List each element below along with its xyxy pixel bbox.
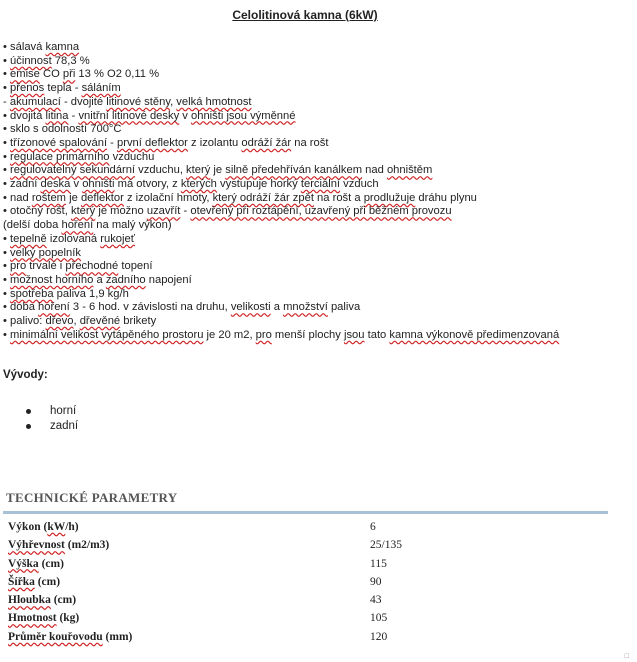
text-run: •: [3, 246, 11, 259]
feature-line: [3, 329, 559, 343]
text-run: dráhu plynu: [415, 191, 477, 204]
feature-line: [3, 301, 559, 315]
text-run: tepla -: [44, 82, 82, 95]
spellcheck-word: hoření: [61, 219, 94, 232]
text-run: •: [3, 150, 11, 163]
spellcheck-word: ohništi: [82, 178, 115, 191]
text-run: • otočný rošt,: [3, 205, 71, 218]
spellcheck-word: sáláním: [81, 82, 121, 95]
text-run: je: [66, 191, 81, 204]
bullet-icon: [26, 424, 31, 429]
text-run: •: [3, 82, 11, 95]
text-run: v: [70, 178, 83, 191]
spellcheck-word: Hmotnost: [8, 612, 57, 625]
vyvody-item: [22, 419, 78, 434]
text-run: -: [107, 136, 118, 149]
spellcheck-word: kamna: [45, 41, 80, 53]
param-label: [8, 558, 64, 570]
text-run: • palivo:: [3, 315, 46, 328]
spellcheck-word: silně předehříván kanálkem: [225, 164, 363, 177]
spellcheck-word: velký popelník: [10, 246, 81, 259]
text-run: •: [3, 232, 11, 245]
spellcheck-word: Výhřevnost: [8, 539, 65, 552]
param-label: [8, 594, 76, 606]
param-label: [8, 612, 79, 624]
tech-params-heading: TECHNICKÉ PARAMETRY: [6, 490, 178, 505]
feature-line: [3, 68, 559, 82]
text-run: -: [68, 109, 79, 122]
text-run: (cm): [34, 575, 61, 588]
spellcheck-word: účinnost: [10, 54, 52, 67]
feature-line: [3, 219, 559, 233]
text-run: 3 - 6 hod. v závislosti na druhu,: [69, 301, 231, 314]
spellcheck-word: roštem: [31, 191, 67, 204]
spellcheck-word: vnitřní litinové desky: [78, 109, 180, 122]
spellcheck-word: zadního: [105, 273, 146, 286]
text-run: (cm): [38, 557, 64, 570]
text-run: Výkon (: [8, 521, 48, 533]
spellcheck-word: přechodné: [65, 260, 119, 273]
spellcheck-word: litinové stěny: [106, 95, 171, 108]
spellcheck-word: rukojeť: [100, 232, 135, 245]
spellcheck-word: velká hmotnost: [176, 95, 252, 108]
text-run: - dvojité: [60, 95, 107, 108]
param-value: 120: [370, 630, 388, 643]
feature-line: [3, 274, 559, 288]
text-run: je možno: [95, 205, 147, 218]
text-run: (m2/m3): [64, 539, 110, 552]
feature-line: [3, 192, 559, 206]
feature-line: [3, 205, 559, 219]
text-run: vzduch: [340, 178, 379, 191]
feature-line: [3, 55, 559, 69]
feature-line: [3, 164, 559, 178]
text-run: paliva 1,9 kg/h: [53, 287, 129, 300]
feature-line: [3, 247, 559, 261]
spellcheck-word: litina: [45, 109, 69, 122]
bullet-icon: [26, 409, 31, 414]
spellcheck-word: možnost horního: [10, 273, 94, 286]
spellcheck-word: který odráží žár zpět: [212, 191, 314, 204]
text-run: trvalé i: [26, 260, 66, 273]
param-row: [8, 631, 608, 649]
text-run: a: [270, 301, 284, 314]
text-run: /h): [65, 521, 79, 533]
paragraph-mark-icon: □: [624, 653, 629, 660]
param-row: [8, 576, 608, 594]
text-run: je: [210, 164, 226, 177]
text-run: •: [3, 164, 11, 177]
spellcheck-word: hoření: [38, 301, 70, 314]
spellcheck-word: přenos: [10, 82, 45, 95]
param-value: 115: [370, 557, 387, 570]
text-run: -: [180, 205, 191, 218]
vyvody-item-text: zadní: [50, 420, 79, 432]
text-run: (cm): [50, 594, 77, 607]
text-run: 13 % O2 0,11 %: [75, 68, 160, 81]
param-row: [8, 594, 608, 612]
text-run: na malý výkon): [93, 219, 172, 232]
spellcheck-word: při: [62, 68, 76, 81]
text-run: • dvojitá: [3, 109, 46, 122]
spellcheck-word: uzavřít: [146, 205, 181, 218]
text-run: z izolantu: [187, 136, 242, 149]
param-value: 25/135: [370, 539, 402, 552]
spellcheck-word: terciální: [300, 178, 341, 191]
param-label: [8, 631, 132, 643]
spellcheck-word: velikosti: [230, 301, 271, 314]
param-value: 43: [370, 594, 382, 607]
tech-params-table: [8, 521, 608, 649]
feature-line: [3, 233, 559, 247]
text-run: vzduchu: [109, 150, 155, 163]
text-run: topení: [118, 260, 153, 273]
text-run: tato: [364, 328, 390, 341]
text-run: •: [3, 68, 11, 81]
vyvody-list: [22, 404, 78, 434]
spellcheck-word: spotřeba: [10, 287, 54, 300]
text-run: napojení: [145, 273, 192, 286]
spellcheck-word: tepelně: [10, 232, 47, 245]
spellcheck-word: první deflektor: [117, 136, 188, 149]
text-run: brikety: [120, 315, 157, 328]
text-run: -: [3, 95, 10, 108]
feature-line: [3, 137, 559, 151]
text-run: (delší doba: [3, 219, 62, 232]
spellcheck-word: akumulací: [9, 95, 61, 108]
feature-line: [3, 315, 559, 329]
text-run: z izolační hmoty,: [123, 191, 213, 204]
param-row: [8, 612, 608, 630]
vyvody-item-text: horní: [50, 405, 77, 417]
spellcheck-word: Výška: [8, 557, 39, 570]
param-value: 90: [370, 575, 382, 588]
spellcheck-word: otevřený při roztápění, uzavřený při běžném provozu: [190, 205, 452, 218]
text-run: •: [3, 287, 11, 300]
spellcheck-word: emise: [10, 68, 40, 81]
vyvody-label: Vývody:: [3, 369, 48, 381]
feature-list: [3, 41, 559, 342]
text-run: 78,3 %: [51, 54, 90, 67]
text-run: •: [3, 328, 11, 341]
spellcheck-word: Šířka: [8, 575, 35, 588]
param-row: [8, 539, 608, 557]
param-label: [8, 539, 109, 551]
text-run: na rošt a: [313, 191, 364, 204]
param-row: [8, 521, 608, 539]
text-run: má otvory, z: [114, 178, 181, 191]
vyvody-item: [22, 404, 78, 419]
param-value: 105: [370, 612, 388, 625]
text-run: je 20 m2,: [203, 328, 256, 341]
text-run: vzduchu,: [135, 164, 187, 177]
text-run: na rošt: [291, 136, 329, 149]
text-run: •: [3, 273, 11, 286]
text-run: •: [3, 260, 11, 273]
spellcheck-word: kterých: [180, 178, 217, 191]
spellcheck-word: minimální velikost vytápěného prostoru: [10, 328, 204, 341]
text-run: izolovaná: [46, 232, 101, 245]
spellcheck-word: deska: [40, 178, 71, 191]
text-run: • doba: [3, 301, 39, 314]
param-row: [8, 558, 608, 576]
text-run: nad: [362, 164, 387, 177]
spellcheck-word: pro: [10, 260, 27, 273]
spellcheck-word: pro: [255, 328, 272, 341]
spellcheck-word: prodlužuje: [363, 191, 416, 204]
feature-line: [3, 151, 559, 165]
spellcheck-word: ohništěm: [386, 164, 433, 177]
text-run: vystupuje horký: [216, 178, 301, 191]
spellcheck-word: dřevěné: [79, 315, 121, 328]
feature-line: [3, 178, 559, 192]
spellcheck-word: odráží žár: [241, 136, 292, 149]
spellcheck-word: Průměr kouřovodu: [8, 630, 103, 643]
spellcheck-word: regulovatelný sekundární: [10, 164, 136, 177]
param-label: [8, 576, 60, 588]
text-run: • nad: [3, 191, 32, 204]
spellcheck-word: ohništi jsou výměnné: [191, 109, 296, 122]
spellcheck-word: který: [186, 164, 211, 177]
heading-rule: [3, 511, 608, 514]
spellcheck-word: jsou: [343, 328, 365, 341]
feature-line: [3, 96, 559, 110]
feature-line: [3, 260, 559, 274]
text-run: menší plochy: [271, 328, 344, 341]
param-value: 6: [370, 521, 376, 533]
feature-line: [3, 82, 559, 96]
text-run: • zadní: [3, 178, 41, 191]
spellcheck-word: kamna výkonově předimenzovaná: [389, 328, 560, 341]
text-run: •: [3, 54, 11, 67]
document-title: Celolitinová kamna (6kW): [232, 8, 378, 22]
feature-line: [3, 110, 559, 124]
spellcheck-word: Hloubka: [8, 594, 51, 607]
feature-line: [3, 41, 559, 55]
text-run: • sklo s odolností 700°C: [3, 123, 122, 136]
spellcheck-word: který: [70, 205, 96, 218]
spellcheck-word: dřevo: [45, 315, 74, 328]
feature-line: [3, 288, 559, 302]
param-label: [8, 521, 79, 533]
spellcheck-word: deflektor: [80, 191, 124, 204]
text-run: • sálavá: [3, 41, 46, 53]
text-run: CO: [39, 68, 63, 81]
text-run: paliva: [327, 301, 361, 314]
text-run: ,: [170, 95, 177, 108]
text-run: (kg): [56, 612, 80, 625]
text-run: a: [93, 273, 106, 286]
spellcheck-word: kW: [47, 521, 66, 533]
spellcheck-word: regulace primárního: [10, 150, 110, 163]
spellcheck-word: třízonové spalování: [10, 136, 108, 149]
spellcheck-word: množství: [283, 301, 328, 314]
text-run: •: [3, 136, 11, 149]
feature-line: [3, 123, 559, 137]
text-run: ,: [73, 315, 80, 328]
text-run: v: [179, 109, 191, 122]
text-run: (mm): [102, 630, 133, 643]
